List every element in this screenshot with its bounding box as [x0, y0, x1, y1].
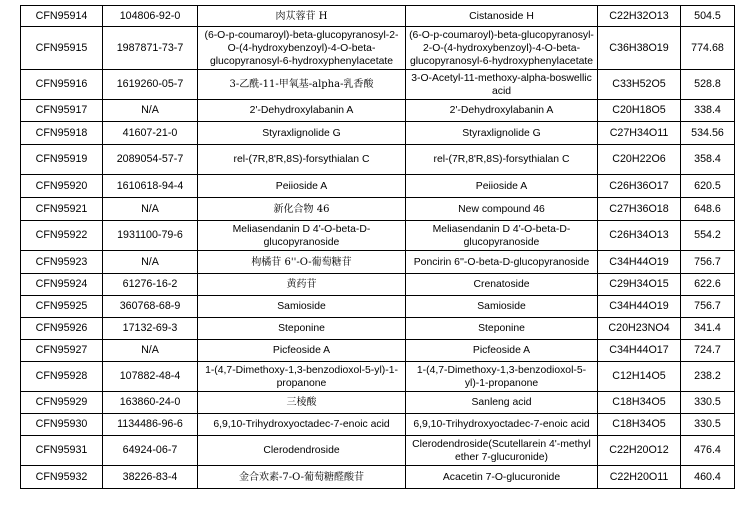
compound-table [20, 5, 735, 489]
formula-cell: C26H36O17 [598, 175, 681, 198]
catalog-no-cell: CFN95926 [21, 318, 103, 340]
chinese-name-cell: 2'-Dehydroxylabanin A [198, 100, 406, 122]
catalog-no-cell: CFN95923 [21, 251, 103, 274]
cas-no-cell: 1987871-73-7 [103, 27, 198, 70]
english-name-cell: Picfeoside A [406, 340, 598, 362]
mw-cell: 774.68 [681, 27, 735, 70]
cas-no-cell: 64924-06-7 [103, 436, 198, 466]
formula-cell: C33H52O5 [598, 70, 681, 100]
table-row [21, 6, 735, 27]
catalog-no-cell: CFN95921 [21, 198, 103, 221]
catalog-no-cell: CFN95918 [21, 122, 103, 145]
catalog-no-cell: CFN95915 [21, 27, 103, 70]
chinese-name-cell: Samioside [198, 296, 406, 318]
chinese-name-cell: 6,9,10-Trihydroxyoctadec-7-enoic acid [198, 414, 406, 436]
english-name-cell: Steponine [406, 318, 598, 340]
english-name-cell: New compound 46 [406, 198, 598, 221]
table-row [21, 466, 735, 489]
mw-cell: 460.4 [681, 466, 735, 489]
compound-table-page [20, 5, 734, 489]
cas-no-cell: 1610618-94-4 [103, 175, 198, 198]
mw-cell: 622.6 [681, 274, 735, 296]
table-row [21, 392, 735, 414]
chinese-name-cell: 枸橘苷 6''-O-葡萄糖苷 [198, 251, 406, 274]
mw-cell: 341.4 [681, 318, 735, 340]
mw-cell: 330.5 [681, 392, 735, 414]
catalog-no-cell: CFN95930 [21, 414, 103, 436]
table-row [21, 274, 735, 296]
chinese-name-cell: rel-(7R,8'R,8S)-forsythialan C [198, 145, 406, 175]
mw-cell: 338.4 [681, 100, 735, 122]
table-row [21, 251, 735, 274]
chinese-name-cell: (6-O-p-coumaroyl)-beta-glucopyranosyl-2-O-(4-hydroxybenzoyl)-4-O-beta-glucopyranosyl-6-hydroxyphenylacetate [198, 27, 406, 70]
chinese-name-cell: 三棱酸 [198, 392, 406, 414]
cas-no-cell: N/A [103, 340, 198, 362]
mw-cell: 238.2 [681, 362, 735, 392]
formula-cell: C34H44O17 [598, 340, 681, 362]
table-row [21, 296, 735, 318]
table-row [21, 145, 735, 175]
english-name-cell: Poncirin 6''-O-beta-D-glucopyranoside [406, 251, 598, 274]
catalog-no-cell: CFN95929 [21, 392, 103, 414]
formula-cell: C29H34O15 [598, 274, 681, 296]
mw-cell: 330.5 [681, 414, 735, 436]
table-row [21, 318, 735, 340]
english-name-cell: (6-O-p-coumaroyl)-beta-glucopyranosyl-2-O-(4-hydroxybenzoyl)-4-O-beta-glucopyranosyl-6-hydroxyphenylacetate [406, 27, 598, 70]
catalog-no-cell: CFN95922 [21, 221, 103, 251]
formula-cell: C22H20O12 [598, 436, 681, 466]
cas-no-cell: 104806-92-0 [103, 6, 198, 27]
mw-cell: 528.8 [681, 70, 735, 100]
english-name-cell: Meliasendanin D 4'-O-beta-D-glucopyranoside [406, 221, 598, 251]
mw-cell: 756.7 [681, 296, 735, 318]
cas-no-cell: 163860-24-0 [103, 392, 198, 414]
english-name-cell: Crenatoside [406, 274, 598, 296]
catalog-no-cell: CFN95919 [21, 145, 103, 175]
english-name-cell: Clerodendroside(Scutellarein 4'-methyl ether 7-glucuronide) [406, 436, 598, 466]
mw-cell: 534.56 [681, 122, 735, 145]
catalog-no-cell: CFN95928 [21, 362, 103, 392]
table-row [21, 175, 735, 198]
catalog-no-cell: CFN95920 [21, 175, 103, 198]
formula-cell: C27H36O18 [598, 198, 681, 221]
formula-cell: C12H14O5 [598, 362, 681, 392]
chinese-name-cell: Meliasendanin D 4'-O-beta-D-glucopyranoside [198, 221, 406, 251]
mw-cell: 724.7 [681, 340, 735, 362]
formula-cell: C36H38O19 [598, 27, 681, 70]
cas-no-cell: 17132-69-3 [103, 318, 198, 340]
table-row [21, 414, 735, 436]
formula-cell: C18H34O5 [598, 414, 681, 436]
cas-no-cell: 38226-83-4 [103, 466, 198, 489]
english-name-cell: Styraxlignolide G [406, 122, 598, 145]
chinese-name-cell: Clerodendroside [198, 436, 406, 466]
catalog-no-cell: CFN95932 [21, 466, 103, 489]
table-row [21, 27, 735, 70]
chinese-name-cell: Styraxlignolide G [198, 122, 406, 145]
cas-no-cell: 1931100-79-6 [103, 221, 198, 251]
catalog-no-cell: CFN95914 [21, 6, 103, 27]
english-name-cell: Sanleng acid [406, 392, 598, 414]
mw-cell: 554.2 [681, 221, 735, 251]
english-name-cell: Samioside [406, 296, 598, 318]
cas-no-cell: N/A [103, 198, 198, 221]
english-name-cell: 2'-Dehydroxylabanin A [406, 100, 598, 122]
cas-no-cell: 1619260-05-7 [103, 70, 198, 100]
mw-cell: 476.4 [681, 436, 735, 466]
catalog-no-cell: CFN95924 [21, 274, 103, 296]
chinese-name-cell: Peiioside A [198, 175, 406, 198]
mw-cell: 504.5 [681, 6, 735, 27]
table-row [21, 436, 735, 466]
table-row [21, 70, 735, 100]
compound-table-body [21, 6, 735, 489]
catalog-no-cell: CFN95917 [21, 100, 103, 122]
formula-cell: C18H34O5 [598, 392, 681, 414]
chinese-name-cell: 新化合物 46 [198, 198, 406, 221]
chinese-name-cell: 金合欢素-7-O-葡萄糖醛酸苷 [198, 466, 406, 489]
table-row [21, 122, 735, 145]
english-name-cell: 1-(4,7-Dimethoxy-1,3-benzodioxol-5-yl)-1-propanone [406, 362, 598, 392]
english-name-cell: 6,9,10-Trihydroxyoctadec-7-enoic acid [406, 414, 598, 436]
cas-no-cell: N/A [103, 251, 198, 274]
table-row [21, 362, 735, 392]
mw-cell: 648.6 [681, 198, 735, 221]
chinese-name-cell: 肉苁蓉苷 H [198, 6, 406, 27]
english-name-cell: Peiioside A [406, 175, 598, 198]
formula-cell: C20H22O6 [598, 145, 681, 175]
table-row [21, 100, 735, 122]
english-name-cell: Cistanoside H [406, 6, 598, 27]
cas-no-cell: 41607-21-0 [103, 122, 198, 145]
formula-cell: C34H44O19 [598, 296, 681, 318]
chinese-name-cell: 3-乙酰-11-甲氧基-alpha-乳香酸 [198, 70, 406, 100]
cas-no-cell: 61276-16-2 [103, 274, 198, 296]
cas-no-cell: 1134486-96-6 [103, 414, 198, 436]
formula-cell: C26H34O13 [598, 221, 681, 251]
formula-cell: C34H44O19 [598, 251, 681, 274]
chinese-name-cell: 1-(4,7-Dimethoxy-1,3-benzodioxol-5-yl)-1-propanone [198, 362, 406, 392]
cas-no-cell: 2089054-57-7 [103, 145, 198, 175]
mw-cell: 756.7 [681, 251, 735, 274]
table-row [21, 221, 735, 251]
catalog-no-cell: CFN95931 [21, 436, 103, 466]
formula-cell: C20H23NO4 [598, 318, 681, 340]
table-row [21, 340, 735, 362]
chinese-name-cell: Steponine [198, 318, 406, 340]
formula-cell: C20H18O5 [598, 100, 681, 122]
mw-cell: 358.4 [681, 145, 735, 175]
english-name-cell: Acacetin 7-O-glucuronide [406, 466, 598, 489]
cas-no-cell: 360768-68-9 [103, 296, 198, 318]
chinese-name-cell: 黄药苷 [198, 274, 406, 296]
cas-no-cell: N/A [103, 100, 198, 122]
catalog-no-cell: CFN95927 [21, 340, 103, 362]
chinese-name-cell: Picfeoside A [198, 340, 406, 362]
english-name-cell: 3-O-Acetyl-11-methoxy-alpha-boswellic acid [406, 70, 598, 100]
catalog-no-cell: CFN95925 [21, 296, 103, 318]
mw-cell: 620.5 [681, 175, 735, 198]
formula-cell: C27H34O11 [598, 122, 681, 145]
catalog-no-cell: CFN95916 [21, 70, 103, 100]
english-name-cell: rel-(7R,8'R,8S)-forsythialan C [406, 145, 598, 175]
formula-cell: C22H32O13 [598, 6, 681, 27]
formula-cell: C22H20O11 [598, 466, 681, 489]
table-row [21, 198, 735, 221]
cas-no-cell: 107882-48-4 [103, 362, 198, 392]
